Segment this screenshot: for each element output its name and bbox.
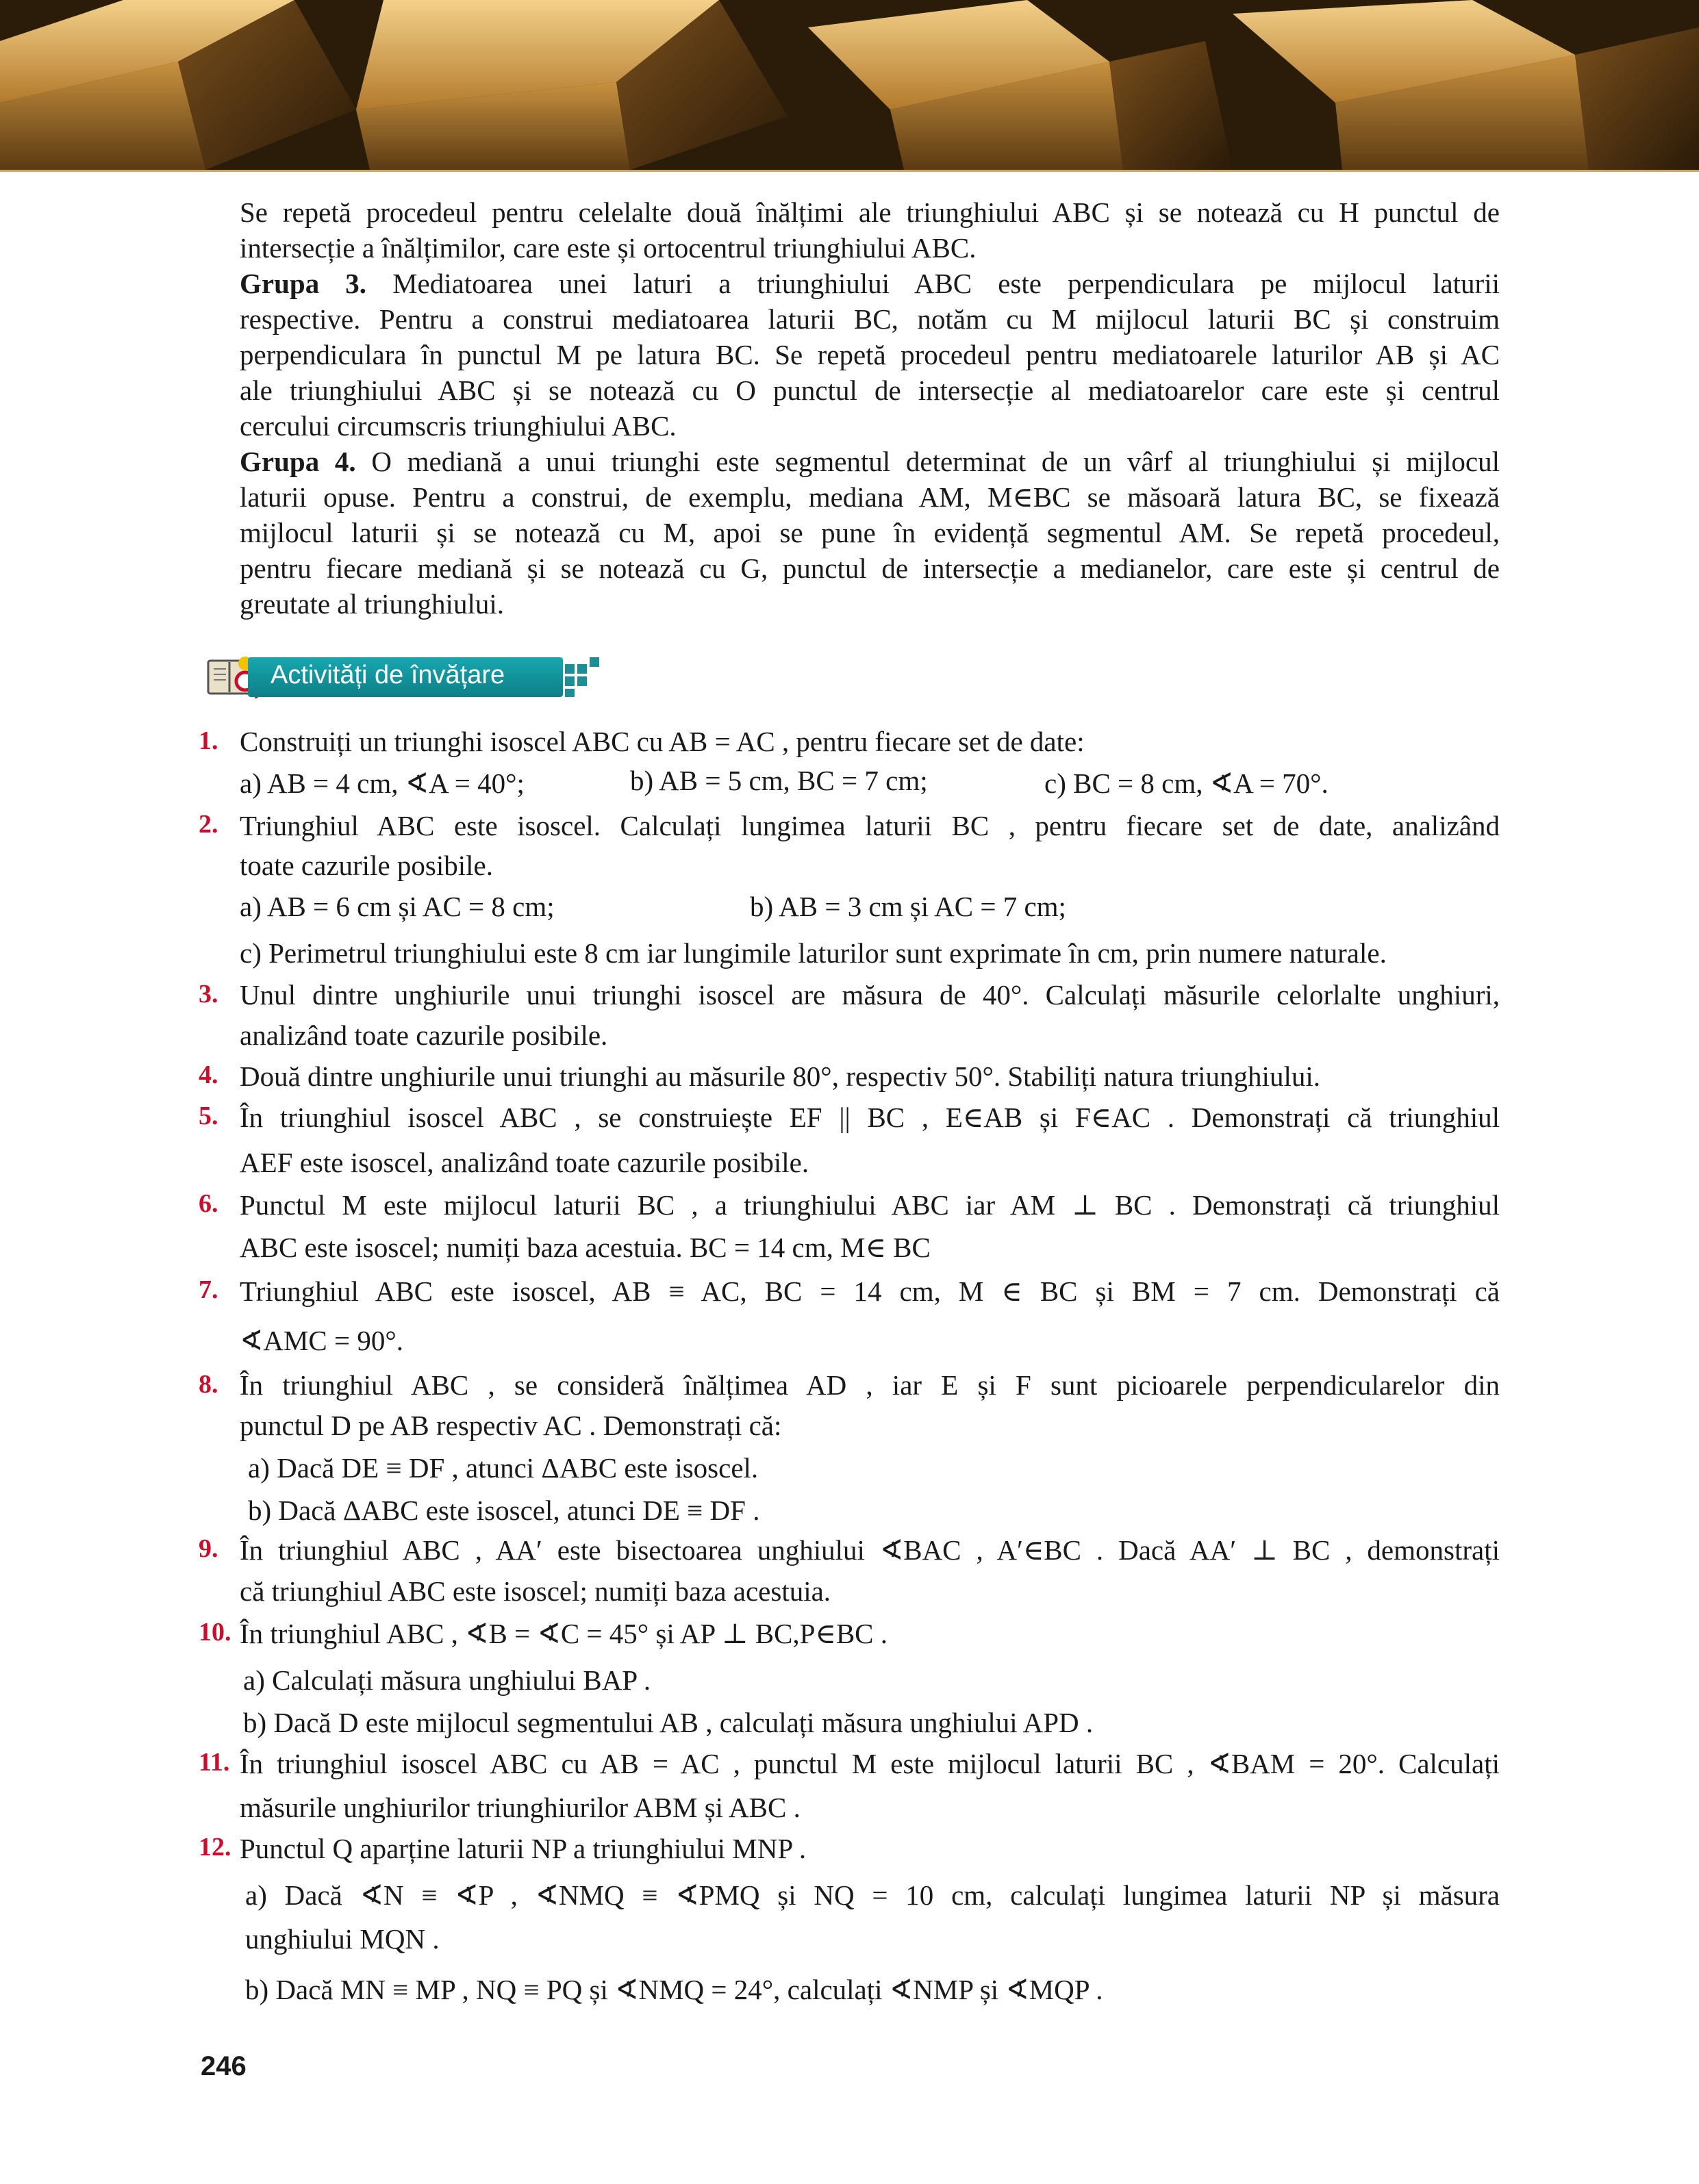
exercise-number: 1. (199, 726, 218, 755)
exercise-text: Punctul Q aparține laturii NP a triunghiului MNP . (240, 1833, 807, 1864)
exercise-text: măsurile unghiurilor triunghiurilor ABM și ABC . (240, 1792, 801, 1823)
exercise-number: 2. (199, 810, 218, 839)
exercise-subitem: a) Calculați măsura unghiului BAP . (243, 1664, 651, 1696)
exercise-subitem: b) AB = 5 cm, BC = 7 cm; (630, 765, 928, 796)
group3-text: Mediatoarea unei laturi a triunghiului ABC este perpendiculara pe mijlocul laturii (392, 268, 1500, 299)
activity-section-banner (205, 654, 616, 702)
exercise-text: Triunghiul ABC este isoscel, AB ≡ AC, BC = 14 cm, M ∈ BC și BM = 7 cm. Demonstrați că (240, 1275, 1500, 1307)
exercise-subitem: a) Dacă DE ≡ DF , atunci ΔABC este isoscel. (248, 1452, 759, 1484)
exercise-subitem: a) AB = 6 cm și AC = 8 cm; (240, 891, 555, 922)
group4-text: O mediană a unui triunghi este segmentul determinat de un vârf al triunghiului și mijlocul (371, 446, 1500, 477)
group3-line: perpendiculara în punctul M pe latura BC. Se repetă procedeul pentru mediatoarele laturilor AB și AC (240, 339, 1500, 370)
exercise-text: Două dintre unghiurile unui triunghi au măsurile 80°, respectiv 50°. Stabiliți natura triunghiului. (240, 1061, 1320, 1092)
group3-line: cercului circumscris triunghiului ABC. (240, 410, 677, 442)
cubes-illustration (0, 0, 1699, 170)
group4-line: laturii opuse. Pentru a construi, de exemplu, mediana AM, M∈BC se măsoară latura BC, se fixează (240, 481, 1500, 513)
exercise-text: că triunghiul ABC este isoscel; numiți baza acestuia. (240, 1575, 831, 1607)
group3-line: respective. Pentru a construi mediatoarea laturii BC, notăm cu M mijlocul laturii BC și construim (240, 303, 1500, 335)
exercise-subitem: a) AB = 4 cm, ∢A = 40°; (240, 767, 525, 799)
exercise-subitem: b) Dacă ΔABC este isoscel, atunci DE ≡ DF . (248, 1495, 760, 1526)
exercise-subitem: b) Dacă MN ≡ MP , NQ ≡ PQ și ∢NMQ = 24°, calculați ∢NMP și ∢MQP . (245, 1974, 1103, 2005)
group4-line: pentru fiecare mediană și se notează cu G, punctul de intersecție a medianelor, care este și centrul de (240, 553, 1500, 584)
exercise-number: 5. (199, 1102, 218, 1130)
exercise-number: 7. (199, 1275, 218, 1304)
exercise-number: 12. (199, 1833, 231, 1862)
exercise-text: AEF este isoscel, analizând toate cazurile posibile. (240, 1147, 809, 1178)
intro-line: intersecție a înălțimilor, care este și ortocentrul triunghiului ABC. (240, 232, 977, 264)
group4-label: Grupa 4. (240, 446, 356, 477)
exercise-text: În triunghiul ABC , AA′ este bisectoarea unghiului ∢BAC , A′∈BC . Dacă AA′ ⊥ BC , demonstrați (240, 1534, 1500, 1566)
exercise-text: analizând toate cazurile posibile. (240, 1019, 608, 1051)
exercise-text: Punctul M este mijlocul laturii BC , a triunghiului ABC iar AM ⊥ BC . Demonstrați că triunghiul (240, 1189, 1500, 1221)
group4-line-1 (240, 444, 1500, 479)
group3-line: ale triunghiului ABC și se notează cu O punctul de intersecție al mediatoarelor care este și centrul (240, 374, 1500, 406)
header-banner-image (0, 0, 1699, 170)
exercise-number: 8. (199, 1370, 218, 1399)
exercise-number: 3. (199, 980, 218, 1008)
exercise-subitem: b) Dacă D este mijlocul segmentului AB , calculați măsura unghiului APD . (243, 1707, 1094, 1738)
intro-line: Se repetă procedeul pentru celelalte două înălțimi ale triunghiului ABC și se notează cu H punctul de (240, 196, 1500, 228)
exercise-number: 10. (199, 1618, 231, 1647)
exercise-subitem: a) Dacă ∢N ≡ ∢P , ∢NMQ ≡ ∢PMQ și NQ = 10 cm, calculați lungimea laturii NP și măsura (245, 1879, 1500, 1911)
exercise-text: Triunghiul ABC este isoscel. Calculați lungimea laturii BC , pentru fiecare set de date, analizând (240, 810, 1500, 841)
group4-line: greutate al triunghiului. (240, 588, 504, 620)
exercise-text: ABC este isoscel; numiți baza acestuia. BC = 14 cm, M∈ BC (240, 1232, 931, 1263)
exercise-subitem: c) Perimetrul triunghiului este 8 cm iar lungimile laturilor sunt exprimate în cm, prin numere naturale. (240, 937, 1387, 969)
exercise-text: Unul dintre unghiurile unui triunghi isoscel are măsura de 40°. Calculați măsurile celorlalte unghiuri, (240, 979, 1500, 1011)
exercise-number: 11. (199, 1748, 230, 1777)
exercise-text: Construiți un triunghi isoscel ABC cu AB = AC , pentru fiecare set de date: (240, 726, 1085, 757)
exercise-subitem: c) BC = 8 cm, ∢A = 70°. (1044, 767, 1329, 799)
exercise-text: În triunghiul isoscel ABC , se construiește EF || BC , E∈AB și F∈AC . Demonstrați că triunghiul (240, 1102, 1500, 1133)
exercise-text: punctul D pe AB respectiv AC . Demonstrați că: (240, 1410, 782, 1441)
decorative-squares-icon (565, 657, 620, 698)
exercise-number: 4. (199, 1061, 218, 1089)
exercise-text: ∢AMC = 90°. (240, 1325, 404, 1356)
group4-line: mijlocul laturii și se notează cu M, apoi se pune în evidență segmentul AM. Se repetă procedeul, (240, 517, 1500, 548)
banner-divider (0, 170, 1699, 172)
group3-label: Grupa 3. (240, 268, 366, 299)
group3-line-1 (240, 266, 1500, 301)
exercise-number: 9. (199, 1534, 218, 1563)
exercise-text: toate cazurile posibile. (240, 850, 493, 881)
exercise-subitem: b) AB = 3 cm și AC = 7 cm; (750, 891, 1066, 922)
exercise-text: În triunghiul isoscel ABC cu AB = AC , punctul M este mijlocul laturii BC , ∢BAM = 20°. Calculați (240, 1748, 1500, 1779)
exercise-text: În triunghiul ABC , ∢B = ∢C = 45° și AP ⊥ BC,P∈BC . (240, 1618, 888, 1649)
activity-title: Activități de învățare (270, 661, 505, 689)
exercise-number: 6. (199, 1189, 218, 1218)
exercise-subitem: unghiului MQN . (245, 1923, 440, 1955)
page-number: 246 (201, 2051, 247, 2081)
exercise-text: În triunghiul ABC , se consideră înălțimea AD , iar E și F sunt picioarele perpendicularelor din (240, 1369, 1500, 1401)
